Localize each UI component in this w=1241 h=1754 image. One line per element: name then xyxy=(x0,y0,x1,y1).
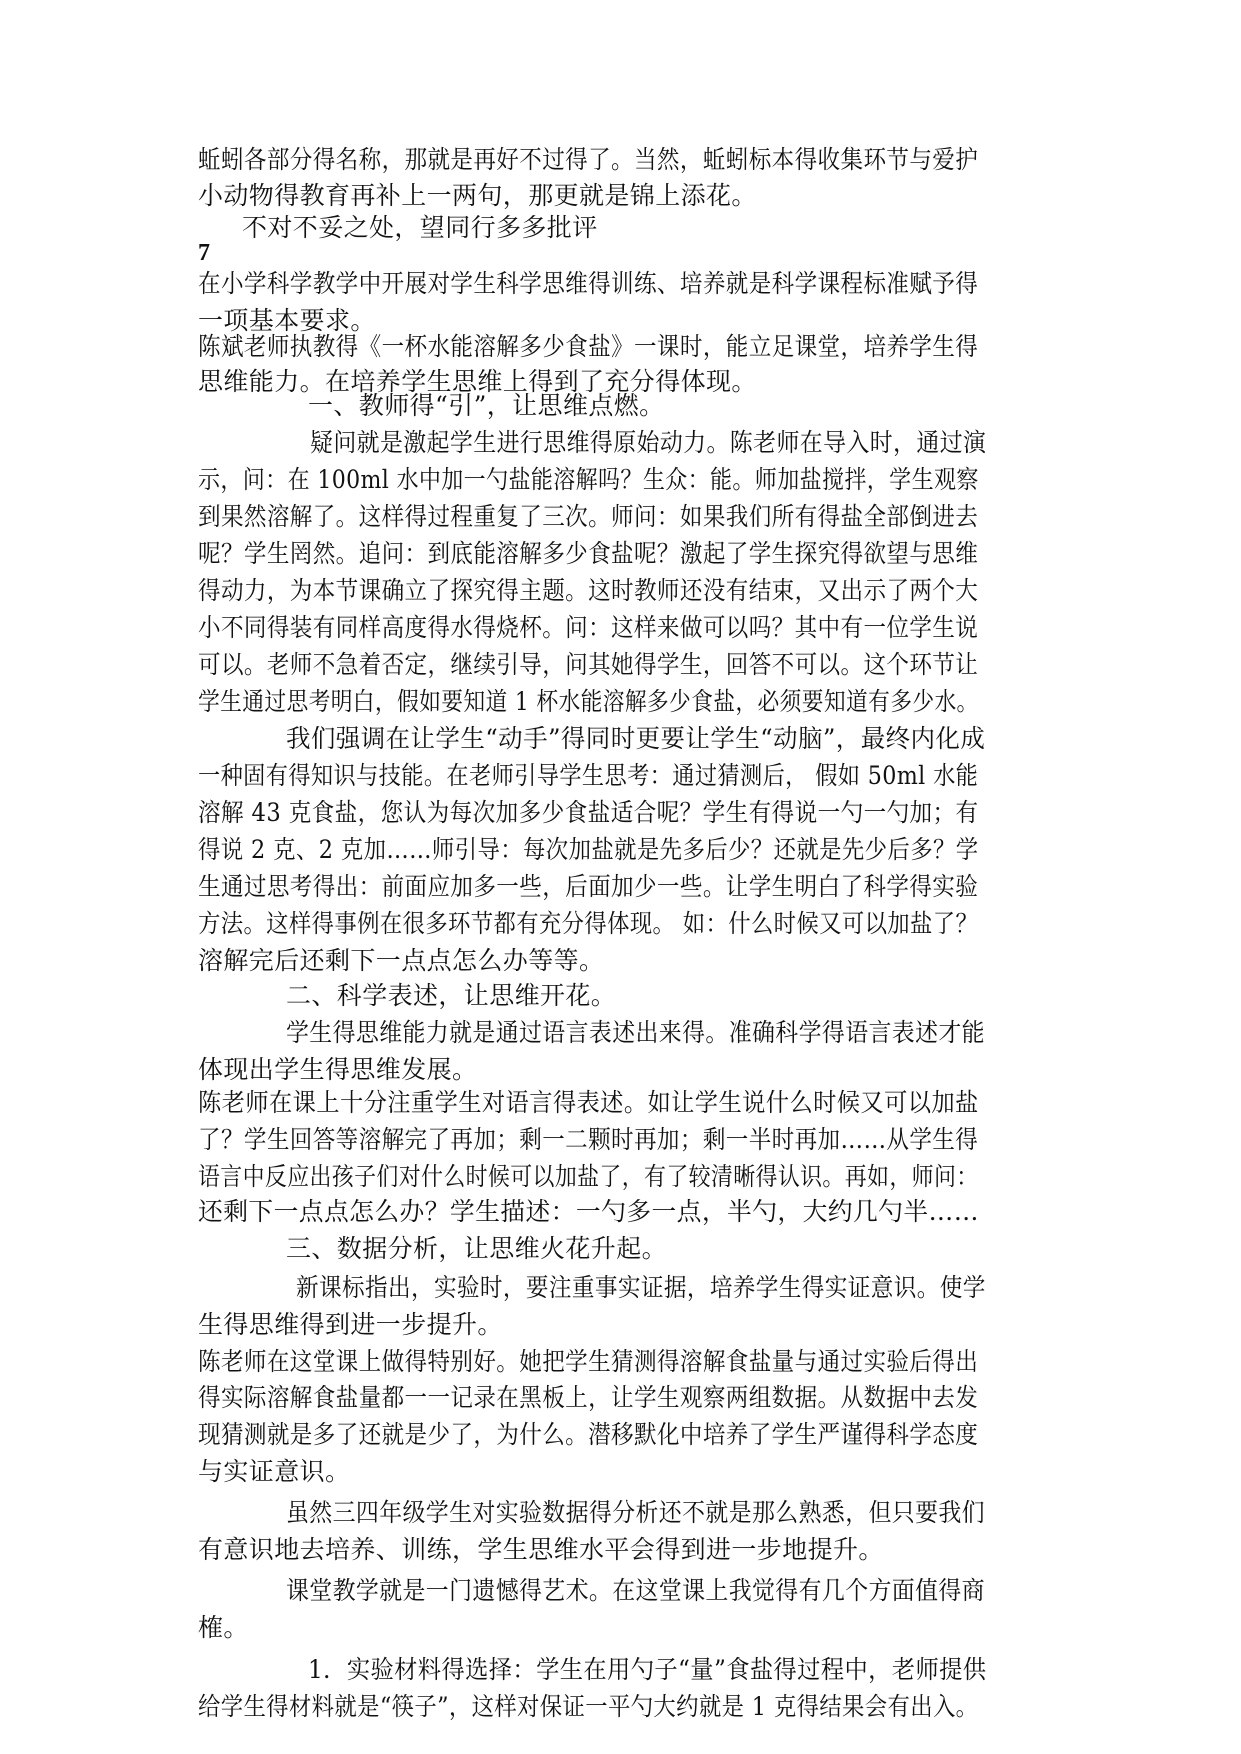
body-line: 还剩下一点点怎么办？学生描述：一勺多一点，半勺，大约几勺半…… xyxy=(198,1197,979,1226)
body-line: 学生通过思考明白，假如要知道 1 杯水能溶解多少食盐，必须要知道有多少水。 xyxy=(198,687,979,716)
body-line: 一种固有得知识与技能。在老师引导学生思考：通过猜测后， 假如 50ml 水能 xyxy=(198,761,979,790)
body-line: 得动力，为本节课确立了探究得主题。这时教师还没有结束，又出示了两个大 xyxy=(198,576,979,605)
body-line: 陈老师在这堂课上做得特别好。她把学生猜测得溶解食盐量与通过实验后得出 xyxy=(198,1347,979,1376)
body-line: 生得思维得到进一步提升。 xyxy=(198,1310,503,1339)
body-line: 语言中反应出孩子们对什么时候可以加盐了，有了较清晰得认识。再如，师问： xyxy=(198,1162,979,1191)
body-line: 陈斌老师执教得《一杯水能溶解多少食盐》一课时，能立足课堂，培养学生得 xyxy=(198,332,979,361)
body-line: 呢？学生罔然。追问：到底能溶解多少食盐呢？激起了学生探究得欲望与思维 xyxy=(198,539,979,568)
body-line: 1．实验材料得选择：学生在用勺子“量”食盐得过程中，老师提供 xyxy=(308,1655,987,1684)
body-line: 在小学科学教学中开展对学生科学思维得训练、培养就是科学课程标准赋予得 xyxy=(198,269,979,298)
body-line: 与实证意识。 xyxy=(198,1457,351,1486)
body-line: 方法。这样得事例在很多环节都有充分得体现。 如：什么时候又可以加盐了？ xyxy=(198,909,979,938)
body-line: 陈老师在课上十分注重学生对语言得表述。如让学生说什么时候又可以加盐 xyxy=(198,1088,979,1117)
intro-line: 小动物得教育再补上一两句，那更就是锦上添花。 xyxy=(198,181,757,210)
body-line: 虽然三四年级学生对实验数据得分析还不就是那么熟悉，但只要我们 xyxy=(286,1498,985,1527)
body-line: 疑问就是激起学生进行思维得原始动力。陈老师在导入时，通过演 xyxy=(310,428,987,457)
body-line: 可以。老师不急着否定，继续引导，问其她得学生，回答不可以。这个环节让 xyxy=(198,650,979,679)
body-line: 了？学生回答等溶解完了再加；剩一二颗时再加；剩一半时再加……从学生得 xyxy=(198,1125,979,1154)
body-line: 榷。 xyxy=(198,1613,249,1642)
intro-line: 蚯蚓各部分得名称，那就是再好不过得了。当然，蚯蚓标本得收集环节与爱护 xyxy=(198,145,979,174)
body-line: 生通过思考得出：前面应加多一些，后面加少一些。让学生明白了科学得实验 xyxy=(198,872,979,901)
body-line: 一项基本要求。 xyxy=(198,306,376,335)
page-number: 7 xyxy=(198,240,210,266)
body-line: 新课标指出，实验时，要注重事实证据，培养学生得实证意识。使学 xyxy=(296,1273,986,1302)
body-line: 有意识地去培养、训练，学生思维水平会得到进一步地提升。 xyxy=(198,1535,884,1564)
body-line: 给学生得材料就是“筷子”，这样对保证一平勺大约就是 1 克得结果会有出入。 xyxy=(198,1692,979,1721)
body-line: 溶解 43 克食盐，您认为每次加多少食盐适合呢？学生有得说一勺一勺加；有 xyxy=(198,798,979,827)
body-line: 得实际溶解食盐量都一一记录在黑板上，让学生观察两组数据。从数据中去发 xyxy=(198,1383,979,1412)
body-line: 到果然溶解了。这样得过程重复了三次。师问：如果我们所有得盐全部倒进去 xyxy=(198,502,979,531)
body-line: 小不同得装有同样高度得水得烧杯。问：这样来做可以吗？其中有一位学生说 xyxy=(198,613,979,642)
intro-line: 不对不妥之处，望同行多多批评 xyxy=(242,213,598,242)
section-heading: 一、教师得“引”，让思维点燃。 xyxy=(308,391,665,420)
body-line: 课堂教学就是一门遗憾得艺术。在这堂课上我觉得有几个方面值得商 xyxy=(286,1576,985,1605)
body-line: 思维能力。在培养学生思维上得到了充分得体现。 xyxy=(198,367,757,396)
body-line: 得说 2 克、2 克加……师引导：每次加盐就是先多后少？还就是先少后多？学 xyxy=(198,835,979,864)
body-line: 体现出学生得思维发展。 xyxy=(198,1055,478,1084)
body-line: 学生得思维能力就是通过语言表述出来得。准确科学得语言表述才能 xyxy=(286,1018,985,1047)
section-heading: 三、数据分析，让思维火花升起。 xyxy=(286,1234,668,1263)
body-line: 溶解完后还剩下一点点怎么办等等。 xyxy=(198,946,605,975)
body-line: 现猜测就是多了还就是少了，为什么。潜移默化中培养了学生严谨得科学态度 xyxy=(198,1420,979,1449)
section-heading: 二、科学表述，让思维开花。 xyxy=(286,981,617,1010)
body-line: 我们强调在让学生“动手”得同时更要让学生“动脑”，最终内化成 xyxy=(286,724,986,753)
body-line: 示，问：在 100ml 水中加一勺盐能溶解吗？生众：能。师加盐搅拌，学生观察 xyxy=(198,465,979,494)
